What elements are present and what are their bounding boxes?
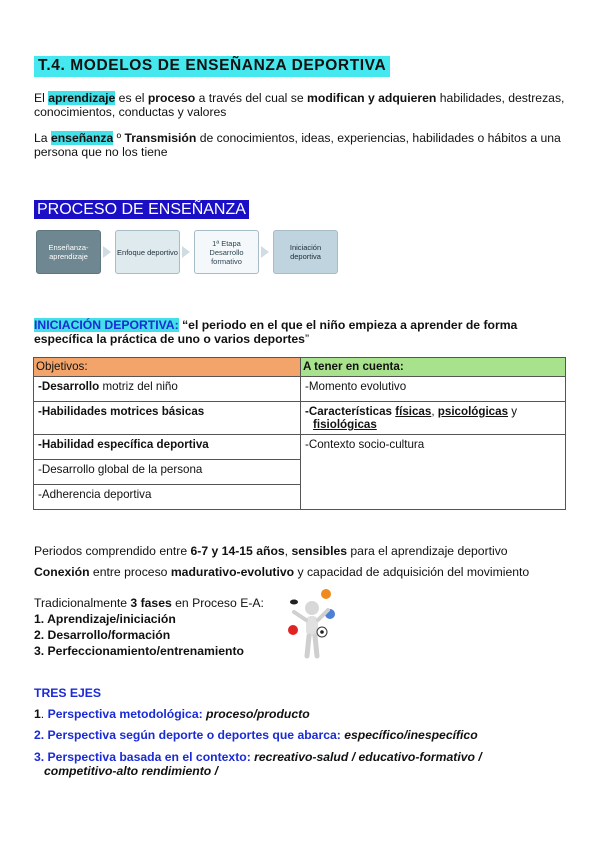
basketball-icon [321,589,331,599]
table-row [34,435,566,460]
text-fragment: psicológicas [437,405,509,418]
text-fragment: sensibles [291,544,348,558]
text-fragment: -Momento evolutivo [305,380,407,393]
table-cell [301,377,566,402]
ensenanza-definition [34,131,574,159]
eje-label: 3. Perspectiva basada en el contexto: [34,750,251,764]
eje-2 [34,728,478,742]
iniciacion-label: INICIACIÓN DEPORTIVA: [34,318,179,332]
conexion-text [34,565,529,579]
text-fragment: fisiológicas [313,418,377,431]
eje-value: específico/inespecífico [340,728,478,742]
table-header-cell [301,358,566,377]
text-fragment: en Proceso E-A: [171,596,264,610]
text-fragment: de conocimientos, ideas, experiencias, habilidades o hábitos a una [196,131,561,145]
list-item: 3. Perfeccionamiento/entrenamiento [34,644,244,658]
text-fragment: , [284,544,292,558]
text-fragment: entre proceso [89,565,171,579]
text-fragment: y capacidad de adquisición del movimiento [294,565,530,579]
arrow-right-icon [182,246,190,258]
text-fragment: Periodos comprendido entre [34,544,191,558]
table-cell [34,377,301,402]
list-item: 1. Aprendizaje/iniciación [34,612,176,626]
eje-value: recreativo-salud / educativo-formativo / [250,750,482,764]
table-header-cell [34,358,301,377]
text-fragment: -Desarrollo global de la persona [38,463,203,476]
section-title: PROCESO DE ENSEÑANZA [34,200,249,219]
term-ensenanza: enseñanza [50,131,114,145]
text-fragment: -Características [305,405,396,418]
text-fragment: específica la práctica de uno o varios deportes [34,332,305,346]
aprendizaje-definition [34,91,574,119]
figure-head [305,601,319,615]
text-fragment: -Contexto socio-cultura [305,438,425,451]
text-fragment: para el aprendizaje deportivo [347,544,508,558]
text-fragment: a través del cual se [195,91,308,105]
tennis-ball-icon [288,625,298,635]
process-step: Iniciación deportiva [273,230,338,274]
fases-block [34,595,264,659]
table-header-row [34,358,566,377]
text-fragment: motriz del niño [99,380,178,393]
juggling-figure-illustration [282,588,338,660]
eje-3 [34,750,482,778]
table-cell [34,435,301,460]
iniciacion-definition [34,318,574,346]
arrow-right-icon [103,246,111,258]
text-fragment: -Habilidad específica deportiva [38,438,209,451]
ejes-title: TRES EJES [34,686,102,700]
text-fragment: Tradicionalmente [34,596,131,610]
text-fragment: ” [304,332,309,346]
text-fragment: -Adherencia deportiva [38,488,152,501]
text-fragment: “el periodo en el que el niño empieza a aprender de forma [178,318,518,332]
term-transmision: Transmisión [124,131,197,145]
header-tener-en-cuenta: A tener en cuenta: [303,360,404,373]
header-objetivos: Objetivos: [36,360,88,373]
text-fragment: es el [115,91,148,105]
term-verbs: modifican y adquieren [307,91,437,105]
symbol: º [113,131,125,145]
text-fragment: -Desarrollo [38,380,100,393]
periodos-text [34,544,508,558]
eje-value: competitivo-alto rendimiento / [44,764,219,778]
text-fragment: La [34,131,51,145]
objectives-table [33,357,566,510]
table-cell [34,485,301,510]
text-fragment: conocimientos, conductas y valores [34,105,227,119]
text-fragment: habilidades, destrezas, [436,91,565,105]
process-flow [36,230,336,274]
process-step: 1ª Etapa Desarrollo formativo [194,230,259,274]
text-fragment: y [508,405,518,418]
list-item: 2. Desarrollo/formación [34,628,171,642]
text-fragment: 3 fases [130,596,172,610]
text-fragment: 1 [34,707,41,721]
term-proceso: proceso [147,91,196,105]
term-aprendizaje: aprendizaje [48,91,116,105]
figure-body [306,616,318,636]
table-cell [34,460,301,485]
table-row [34,377,566,402]
eje-1 [34,707,310,721]
text-fragment: madurativo-evolutivo [170,565,295,579]
document-title: T.4. MODELOS DE ENSEÑANZA DEPORTIVA [34,56,390,77]
text-fragment: 6-7 y 14-15 años [190,544,285,558]
table-cell [301,435,566,510]
table-row [34,402,566,435]
process-step: Enseñanza-aprendizaje [36,230,101,274]
hockey-puck-icon [290,600,298,605]
text-fragment: , [431,405,438,418]
text-fragment: persona que no los tiene [34,145,168,159]
text-fragment: El [34,91,49,105]
text-fragment: . [40,707,48,721]
eje-value: proceso/producto [202,707,310,721]
text-fragment: -Habilidades motrices básicas [38,405,205,418]
table-cell [34,402,301,435]
table-cell [301,402,566,435]
arrow-right-icon [261,246,269,258]
eje-label: Perspectiva metodológica: [47,707,203,721]
process-step: Enfoque deportivo [115,230,180,274]
text-fragment: físicas [395,405,432,418]
text-fragment: Conexión [34,565,90,579]
eje-label: 2. Perspectiva según deporte o deportes que abarca: [34,728,341,742]
